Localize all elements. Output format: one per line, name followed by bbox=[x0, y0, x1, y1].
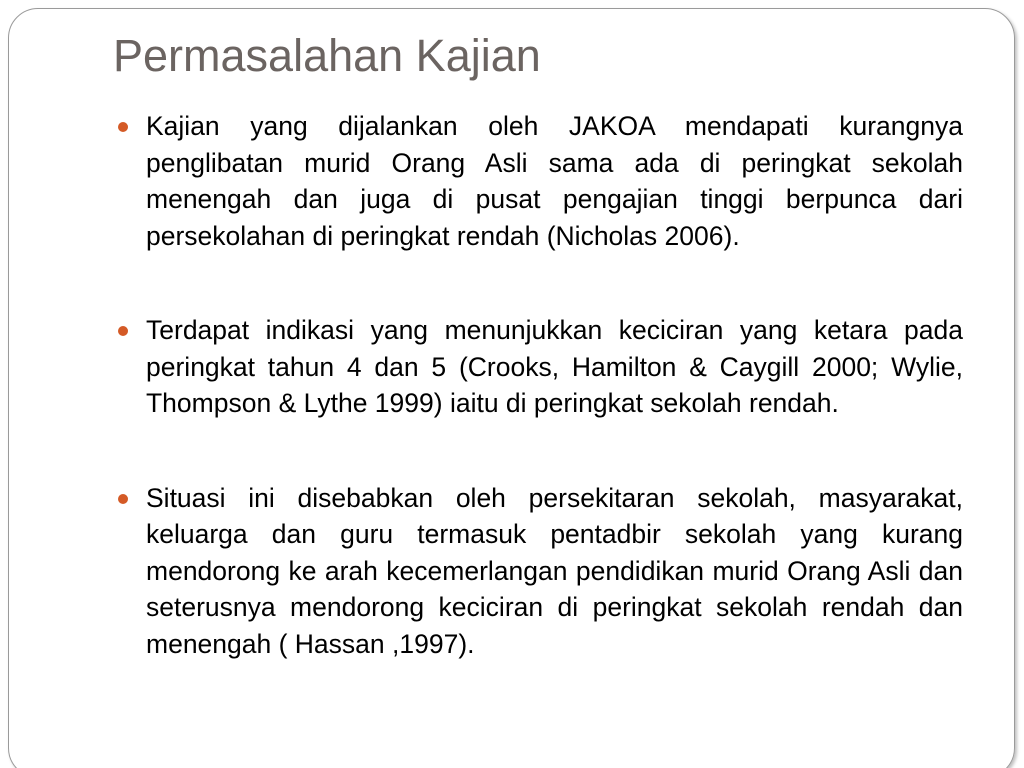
bullet-dot-icon bbox=[118, 122, 128, 132]
bullet-text: Terdapat indikasi yang menunjukkan keciciran yang ketara pada peringkat tahun 4 dan 5 (Crooks, Hamilton & Caygill 2000; Wylie, Thompson & Lythe 1999) iaitu di peringkat sekolah rendah. bbox=[146, 315, 963, 418]
bullet-list bbox=[118, 108, 963, 720]
bullet-dot-icon bbox=[118, 494, 128, 504]
bullet-item bbox=[118, 480, 963, 663]
bullet-item bbox=[118, 312, 963, 422]
bullet-text: Kajian yang dijalankan oleh JAKOA mendapati kurangnya penglibatan murid Orang Asli sama ada di peringkat sekolah menengah dan juga di pusat pengajian tinggi berpunca dari persekolahan di peringkat rendah (Nicholas 2006). bbox=[146, 111, 963, 251]
bullet-text: Situasi ini disebabkan oleh persekitaran sekolah, masyarakat, keluarga dan guru termasuk pentadbir sekolah yang kurang mendorong ke arah kecemerlangan pendidikan murid Orang Asli dan seterusnya mendorong keciciran di peringkat sekolah rendah dan menengah ( Hassan ,1997). bbox=[146, 482, 963, 659]
bullet-dot-icon bbox=[118, 326, 128, 336]
bullet-item bbox=[118, 108, 963, 254]
slide-title: Permasalahan Kajian bbox=[113, 30, 541, 81]
